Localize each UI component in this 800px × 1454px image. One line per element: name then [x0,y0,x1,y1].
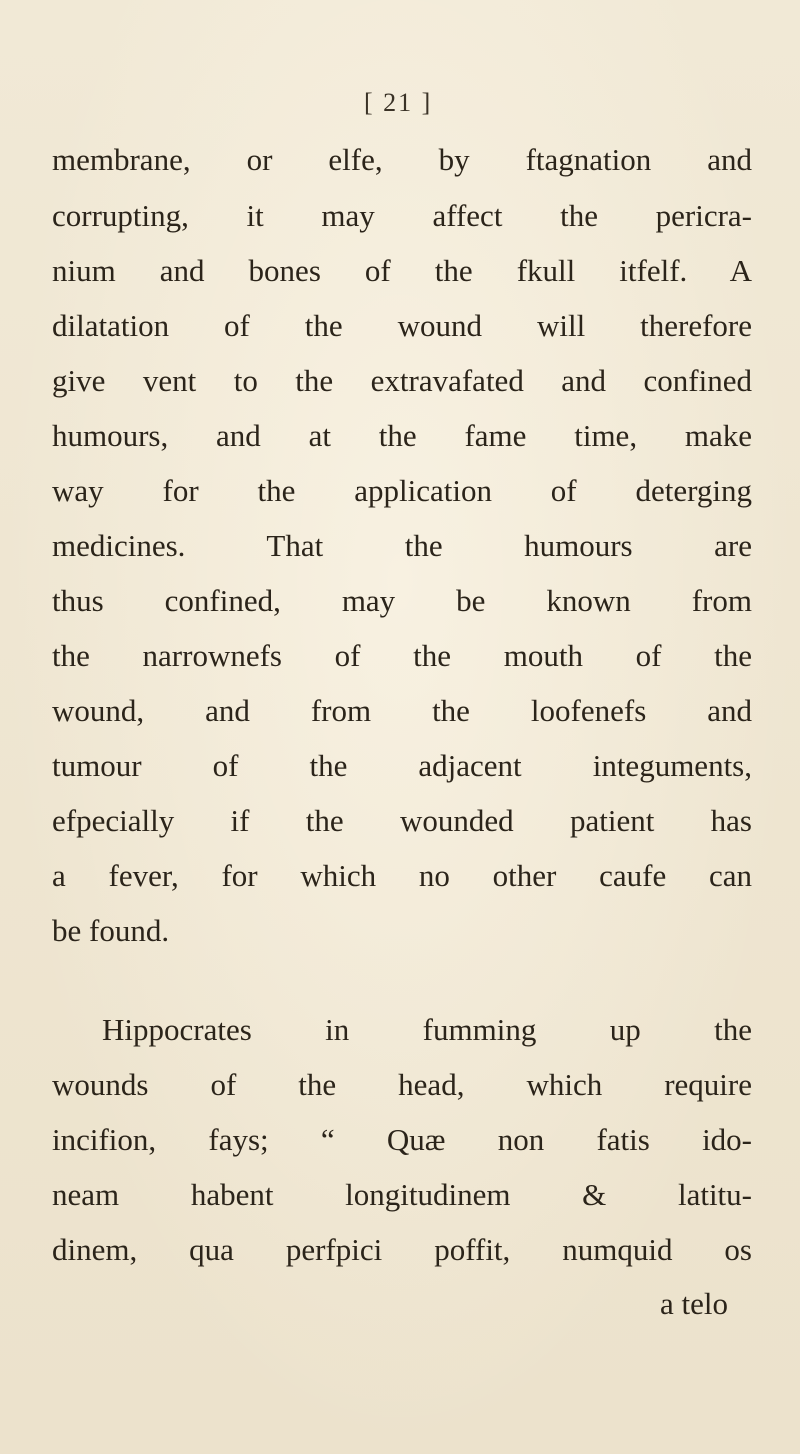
text-line: thus confined, may be known from [52,583,752,618]
text-line: dinem, qua perfpici poffit, numquid os [52,1232,752,1267]
page-number: [ 21 ] [364,88,433,117]
text-line: a fever, for which no other caufe can [52,858,752,893]
text-line: be found. [52,913,170,948]
text-line: the narrownefs of the mouth of the [52,638,752,673]
text-line: humours, and at the fame time, make [52,418,752,453]
text-line: membrane, or elfe, by ftagnation and [52,142,752,177]
paragraph-first-line: Hippocrates in fumming up the [102,1012,752,1047]
catchword: a telo [660,1286,728,1321]
text-line: wound, and from the loofenefs and [52,693,752,728]
text-line: incifion, fays; “ Quæ non fatis ido- [52,1122,752,1157]
text-line: medicines. That the humours are [52,528,752,563]
text-line: corrupting, it may affect the pericra- [52,198,752,233]
text-line: efpecially if the wounded patient has [52,803,752,838]
text-line: nium and bones of the fkull itfelf. A [52,253,752,288]
text-line: give vent to the extravafated and confined [52,363,752,398]
text-line: way for the application of deterging [52,473,752,508]
text-line: dilatation of the wound will therefore [52,308,752,343]
text-line: tumour of the adjacent integuments, [52,748,752,783]
text-line: wounds of the head, which require [52,1067,752,1102]
text-line: neam habent longitudinem & latitu- [52,1177,752,1212]
